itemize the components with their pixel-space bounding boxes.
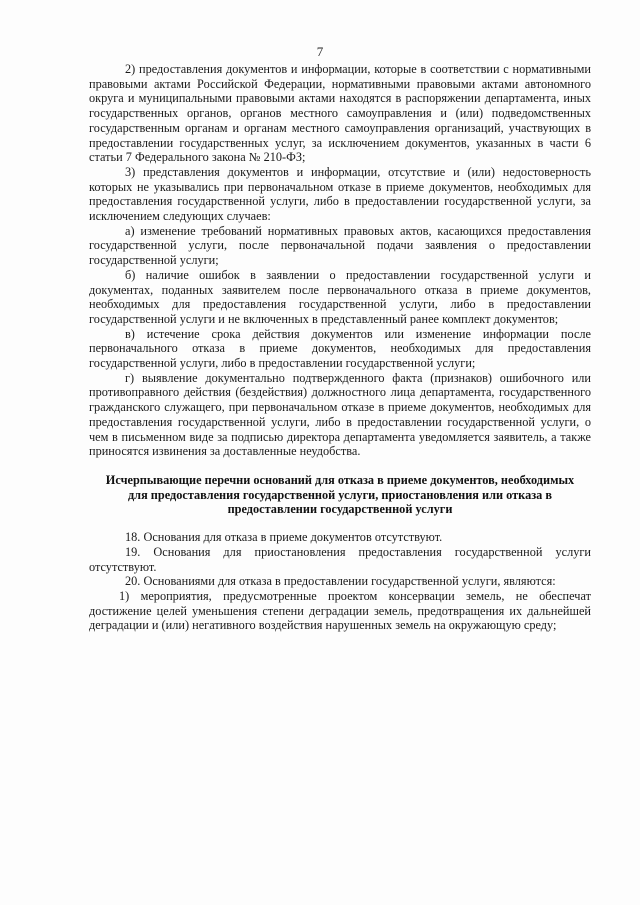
section-heading: Исчерпывающие перечни оснований для отказа в приеме документов, необходимых для предоставления государственной услуги, приостановления или отказа в предоставлении государственной услуги (105, 472, 575, 517)
paragraph-clause-19: 19. Основания для приостановления предоставления государственной услуги отсутствуют. (89, 544, 591, 574)
paragraph-clause-20: 20. Основаниями для отказа в предоставлении государственной услуги, являются: (125, 574, 556, 589)
paragraph-clause-18: 18. Основания для отказа в приеме документов отсутствуют. (125, 530, 443, 545)
paragraph-subitem-v: в) истечение срока действия документов или изменение информации после первоначального отказа в приеме документов, необходимых для предоставления государственной услуги, либо в предоставлении государственной услуги; (89, 326, 591, 371)
paragraph-subitem-g: г) выявление документально подтвержденного факта (признаков) ошибочного или противоправного действия (бездействия) должностного лица департамента, государственного гражданского служащего, при первоначальном отказе в приеме документов, необходимых для предоставления государственной услуги, либо в предоставлении государственной услуги, о чем в письменном виде за подписью директора департамента уведомляется заявитель, а также приносятся извинения за доставленные неудобства. (89, 370, 591, 459)
paragraph-subitem-a: а) изменение требований нормативных правовых актов, касающихся предоставления государственной услуги, после первоначальной подачи заявления о предоставлении государственной услуги; (89, 223, 591, 268)
page-number: 7 (316, 44, 324, 59)
list-item-refusal-ground-1: 1) мероприятия, предусмотренные проектом консервации земель, не обеспечат достижение целей уменьшения степени деградации земель, предотвращения их дальнейшей деградации и (или) негативного воздействия нарушенных земель на окружающую среду; (89, 588, 591, 633)
document-body (89, 62, 591, 633)
paragraph-item-2: 2) предоставления документов и информации, которые в соответствии с нормативными правовыми актами Российской Федерации, нормативными правовыми актами автономного округа и муниципальными правовыми актами находятся в распоряжении департамента, иных государственных органов, органов местного самоуправления и (или) подведомственных государственным органам и органам местного самоуправления организаций, участвующих в предоставлении государственных услуг, за исключением документов, указанных в части 6 статьи 7 Федерального закона № 210-ФЗ; (89, 62, 591, 165)
paragraph-subitem-b: б) наличие ошибок в заявлении о предоставлении государственной услуги и документах, поданных заявителем после первоначального отказа в приеме документов, необходимых для предоставления государственной услуги, либо в предоставлении государственной услуги и не включенных в представленный ранее комплект документов; (89, 267, 591, 326)
paragraph-item-3: 3) представления документов и информации, отсутствие и (или) недостоверность которых не указывались при первоначальном отказе в приеме документов, необходимых для предоставления государственной услуги, либо в предоставлении государственной услуги, за исключением следующих случаев: (89, 164, 591, 224)
